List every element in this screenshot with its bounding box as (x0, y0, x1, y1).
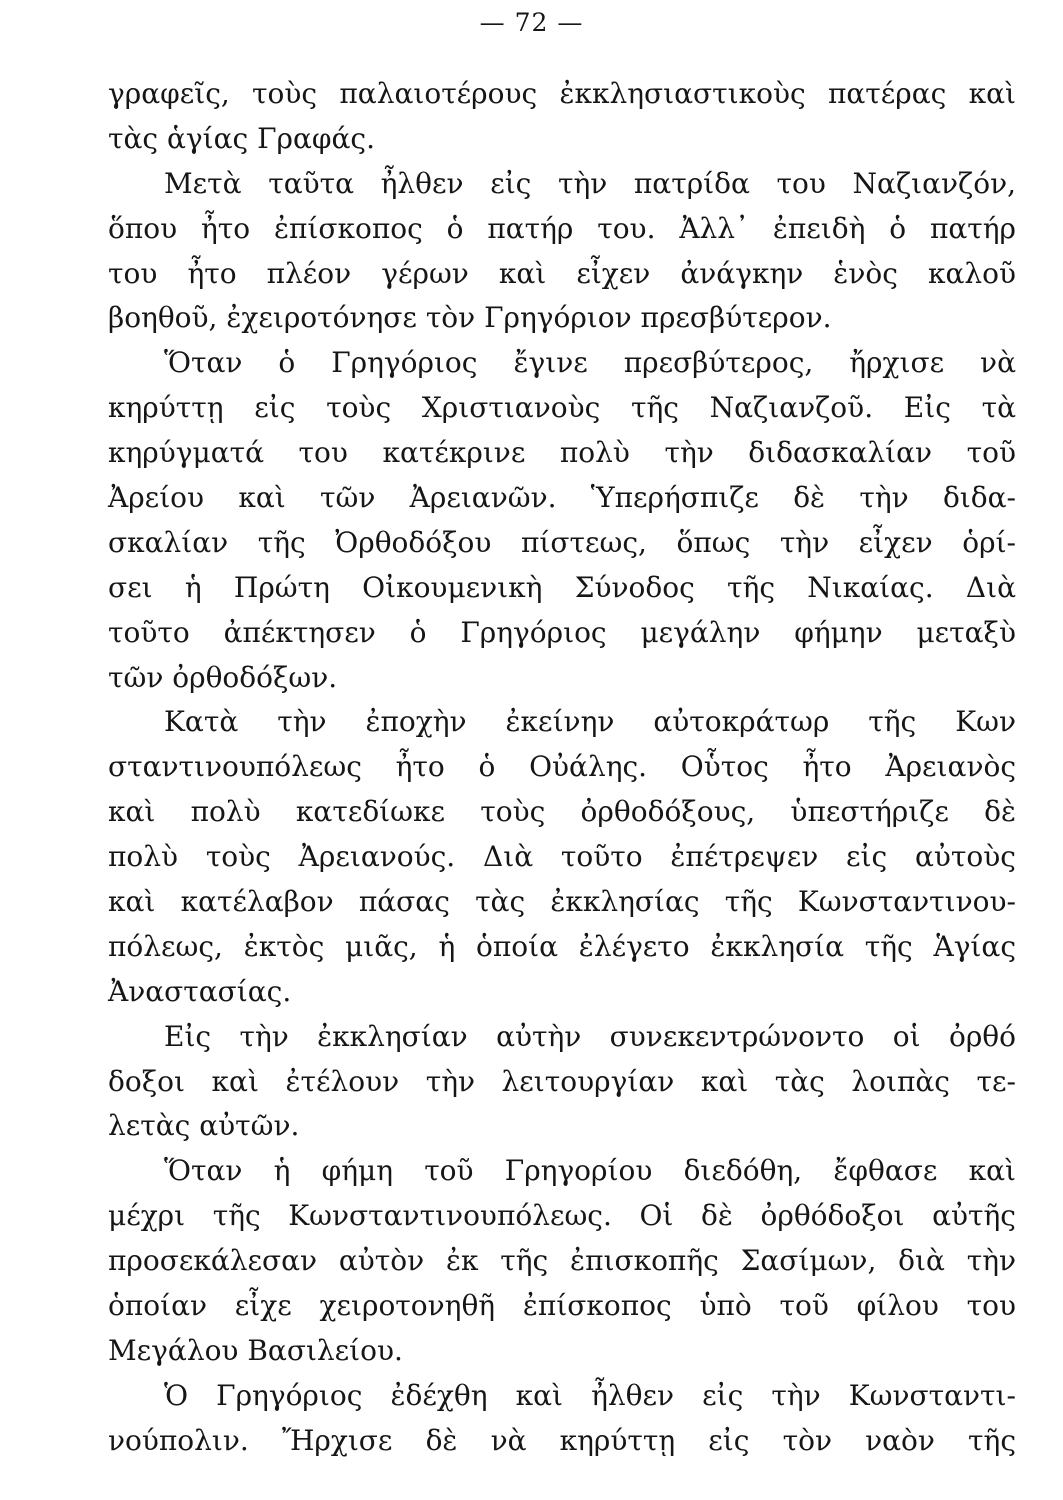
text-line: Ὅταν ὁ Γρηγόριος ἔγινε πρεσβύτερος, ἤρχισε νὰ (164, 346, 1016, 380)
text-line: ὁποίαν εἶχε χειροτονηθῆ ἐπίσκοπος ὑπὸ τοῦ φίλου του (108, 1289, 1016, 1323)
text-line: Ὁ Γρηγόριος ἐδέχθη καὶ ἦλθεν εἰς τὴν Κωνσταντι- (164, 1378, 1016, 1412)
text-line: Ἀναστασίας. (108, 974, 292, 1008)
text-line: Ὅταν ἡ φήμη τοῦ Γρηγορίου διεδόθη, ἔφθασε καὶ (164, 1154, 1016, 1188)
text-line: μέχρι τῆς Κωνσταντινουπόλεως. Οἱ δὲ ὀρθόδοξοι αὐτῆς (108, 1199, 1016, 1233)
text-line: γραφεῖς, τοὺς παλαιοτέρους ἐκκλησιαστικοὺς πατέρας καὶ (108, 77, 1016, 110)
text-line: πολὺ τοὺς Ἀρειανούς. Διὰ τοῦτο ἐπέτρεψεν εἰς αὐτοὺς (108, 840, 1016, 874)
body-text (108, 72, 1016, 1464)
text-line: Μετὰ ταῦτα ἦλθεν εἰς τὴν πατρίδα του Ναζιανζόν, (164, 166, 1016, 200)
text-line: ὅπου ἦτο ἐπίσκοπος ὁ πατήρ του. Ἀλλ᾽ ἐπειδὴ ὁ πατήρ (108, 211, 1016, 245)
text-line: σει ἡ Πρώτη Οἰκουμενικὴ Σύνοδος τῆς Νικαίας. Διὰ (108, 570, 1016, 604)
text-line: λετὰς αὐτῶν. (108, 1109, 300, 1143)
text-line: προσεκάλεσαν αὐτὸν ἐκ τῆς ἐπισκοπῆς Σασίμων, διὰ τὴν (108, 1244, 1016, 1278)
text-line: βοηθοῦ, ἐχειροτόνησε τὸν Γρηγόριον πρεσβύτερον. (108, 301, 832, 335)
text-line: Εἰς τὴν ἐκκλησίαν αὐτὴν συνεκεντρώνοντο οἱ ὀρθό (164, 1019, 1016, 1053)
text-line: καὶ πολὺ κατεδίωκε τοὺς ὀρθοδόξους, ὑπεστήριζε δὲ (108, 795, 1016, 829)
text-line: του ἦτο πλέον γέρων καὶ εἶχεν ἀνάγκην ἑνὸς καλοῦ (108, 256, 1016, 290)
text-line: τὰς ἁγίας Γραφάς. (108, 121, 375, 155)
text-line: τῶν ὀρθοδόξων. (108, 660, 338, 694)
page-number: — 72 — (479, 8, 584, 37)
text-line: τοῦτο ἀπέκτησεν ὁ Γρηγόριος μεγάλην φήμην μεταξὺ (108, 615, 1016, 649)
text-line: Μεγάλου Βασιλείου. (108, 1333, 403, 1367)
text-line: πόλεως, ἐκτὸς μιᾶς, ἡ ὁποία ἐλέγετο ἐκκλησία τῆς Ἁγίας (108, 929, 1016, 963)
text-line: Ἀρείου καὶ τῶν Ἀρειανῶν. Ὑπερήσπιζε δὲ τὴν διδα- (108, 481, 1016, 515)
text-line: Κατὰ τὴν ἐποχὴν ἐκείνην αὐτοκράτωρ τῆς Κων (164, 705, 1016, 739)
text-line: νούπολιν. Ἤρχισε δὲ νὰ κηρύττῃ εἰς τὸν ναὸν τῆς (108, 1423, 1016, 1457)
text-line: κηρύττῃ εἰς τοὺς Χριστιανοὺς τῆς Ναζιανζοῦ. Εἰς τὰ (108, 391, 1016, 425)
text-line: δοξοι καὶ ἐτέλουν τὴν λειτουργίαν καὶ τὰς λοιπὰς τε- (108, 1064, 1016, 1098)
text-line: καὶ κατέλαβον πάσας τὰς ἐκκλησίας τῆς Κωνσταντινου- (108, 885, 1016, 919)
text-line: σκαλίαν τῆς Ὀρθοδόξου πίστεως, ὅπως τὴν εἶχεν ὁρί- (108, 525, 1016, 559)
text-line: σταντινουπόλεως ἦτο ὁ Οὐάλης. Οὗτος ἦτο Ἀρειανὸς (108, 750, 1016, 784)
text-line: κηρύγματά του κατέκρινε πολὺ τὴν διδασκαλίαν τοῦ (108, 436, 1016, 470)
